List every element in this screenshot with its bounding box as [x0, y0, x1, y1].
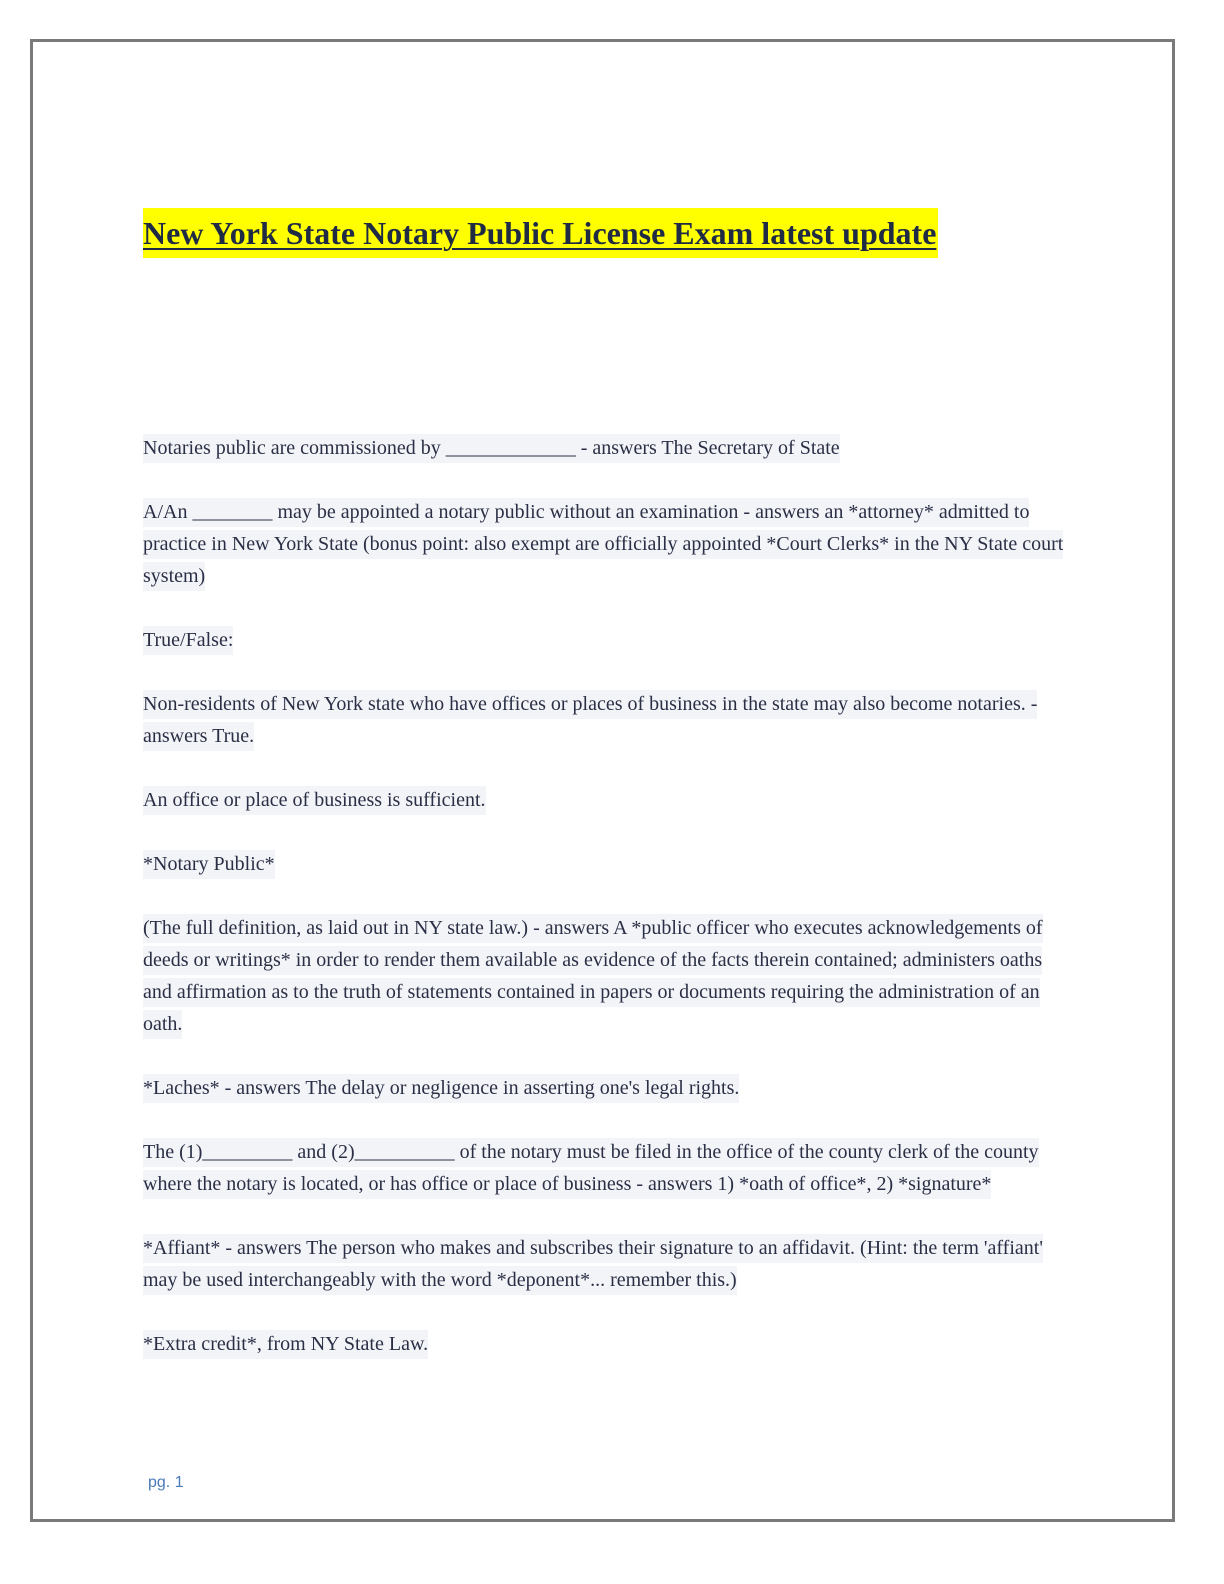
paragraph-true-false-heading	[143, 624, 1068, 656]
paragraph-non-residents	[143, 688, 1068, 752]
paragraph-notary-definition	[143, 912, 1068, 1040]
paragraph-text: *Extra credit*, from NY State Law.	[143, 1330, 428, 1359]
paragraph-laches	[143, 1072, 1068, 1104]
paragraph-commissioned-by	[143, 432, 1068, 464]
paragraph-text: An office or place of business is sufficient.	[143, 786, 486, 815]
paragraph-text: A/An ________ may be appointed a notary public without an examination - answers an *attorney* admitted to practice in New York State (bonus point: also exempt are officially appointed *Court Clerks* in the NY State court system)	[143, 498, 1063, 591]
paragraph-extra-credit	[143, 1328, 1068, 1360]
page-number: pg. 1	[148, 1474, 184, 1491]
paragraph-text: (The full definition, as laid out in NY state law.) - answers A *public officer who executes acknowledgements of deeds or writings* in order to render them available as evidence of the facts therein contained; administers oaths and affirmation as to the truth of statements contained in papers or documents requiring the administration of an oath.	[143, 914, 1043, 1039]
paragraph-text: Non-residents of New York state who have offices or places of business in the state may also become notaries. - answers True.	[143, 690, 1037, 751]
paragraph-text: The (1)_________ and (2)__________ of the notary must be filed in the office of the county clerk of the county where the notary is located, or has office or place of business - answers 1) *oath of office*, 2) *signature*	[143, 1138, 1039, 1199]
paragraph-affiant	[143, 1232, 1068, 1296]
paragraph-text: *Affiant* - answers The person who makes and subscribes their signature to an affidavit. (Hint: the term 'affiant' may be used interchangeably with the word *deponent*... remember this.)	[143, 1234, 1043, 1295]
document-title: New York State Notary Public License Exam latest update	[143, 208, 938, 258]
paragraph-oath-signature	[143, 1136, 1068, 1200]
paragraph-text: Notaries public are commissioned by _____________ - answers The Secretary of State	[143, 434, 840, 463]
paragraph-attorney-exemption	[143, 496, 1068, 592]
paragraph-text: *Laches* - answers The delay or negligence in asserting one's legal rights.	[143, 1074, 739, 1103]
paragraph-office-sufficient	[143, 784, 1068, 816]
paragraph-text: *Notary Public*	[143, 850, 275, 879]
document-body	[143, 432, 1068, 1392]
paragraph-notary-public-heading	[143, 848, 1068, 880]
paragraph-text: True/False:	[143, 626, 233, 655]
